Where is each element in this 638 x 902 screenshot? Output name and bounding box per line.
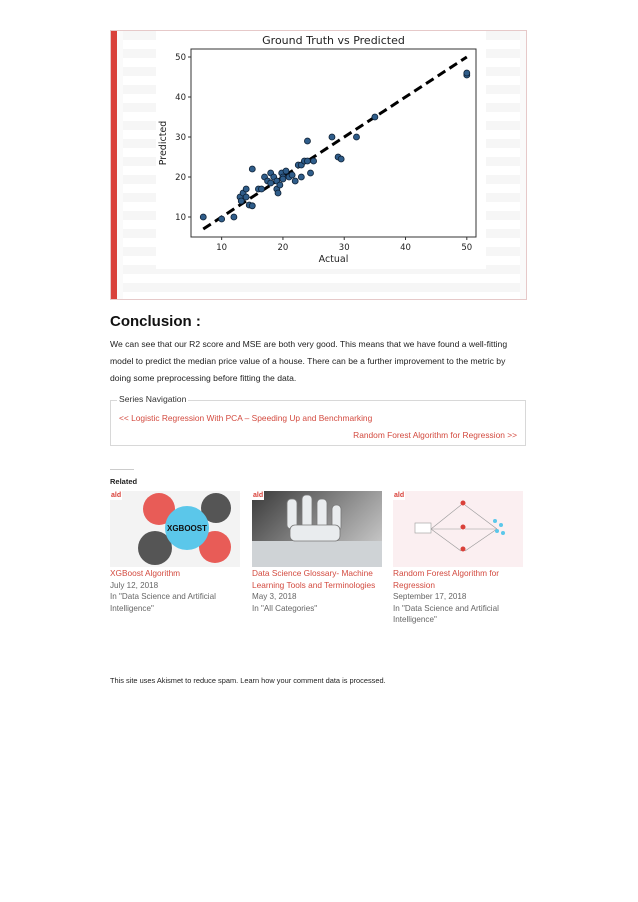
data-point <box>231 214 237 220</box>
x-tick-label: 20 <box>277 243 289 253</box>
related-date: May 3, 2018 <box>252 592 297 601</box>
related-card-glossary <box>252 491 384 614</box>
data-point <box>329 134 335 140</box>
series-navigation <box>110 394 526 446</box>
data-point <box>258 186 264 192</box>
related-category: In "All Categories" <box>252 603 318 613</box>
data-point <box>308 170 314 176</box>
x-axis-label: Actual <box>318 254 349 265</box>
data-point <box>304 138 310 144</box>
data-point <box>289 172 295 178</box>
data-point <box>311 158 317 164</box>
related-date: July 12, 2018 <box>110 580 159 590</box>
data-point <box>219 216 225 222</box>
related-date: September 17, 2018 <box>393 592 467 601</box>
y-tick-label: 30 <box>175 133 186 143</box>
related-card-random-forest <box>393 491 525 626</box>
data-point <box>304 158 310 164</box>
data-point <box>249 203 255 209</box>
data-point <box>464 70 470 76</box>
figure-block <box>110 30 527 300</box>
related-title-link[interactable]: Data Science Glossary- Machine Learning Tools and Terminologies <box>252 568 376 590</box>
data-point <box>200 214 206 220</box>
related-thumbnail[interactable] <box>393 491 523 567</box>
next-post-link[interactable]: Random Forest Algorithm for Regression >> <box>353 430 517 440</box>
data-point <box>275 190 281 196</box>
robot-hand-image <box>252 491 382 567</box>
ensemble-diagram-image <box>393 491 523 567</box>
related-thumbnail[interactable] <box>110 491 240 567</box>
figure-accent-bar <box>111 31 117 299</box>
akismet-privacy-link[interactable]: Learn how your comment data is processed. <box>240 676 386 685</box>
akismet-notice <box>110 676 386 685</box>
x-tick-label: 50 <box>461 243 473 253</box>
akismet-text: This site uses Akismet to reduce spam. <box>110 676 239 685</box>
chart-title: Ground Truth vs Predicted <box>262 34 405 47</box>
data-point <box>249 166 255 172</box>
conclusion-paragraph: We can see that our R2 score and MSE are both very good. This means that we have found a well-fitting model to predict the median price value of a house. There can be a further improvement to the metric by doing some preprocessing before fitting the data. <box>110 339 508 383</box>
xgboost-thumb-label: XGBOOST <box>166 524 208 533</box>
related-divider <box>110 469 134 470</box>
related-category: In "Data Science and Artificial Intelligence" <box>110 592 216 613</box>
data-point <box>283 168 289 174</box>
x-tick-label: 40 <box>400 243 411 253</box>
data-point <box>243 186 249 192</box>
related-title-link[interactable]: XGBoost Algorithm <box>110 568 181 578</box>
site-logo-badge: ald <box>111 492 122 499</box>
related-title-link[interactable]: Random Forest Algorithm for Regression <box>393 568 500 590</box>
data-point <box>268 180 274 186</box>
x-tick-label: 10 <box>216 243 228 253</box>
related-heading: Related <box>110 477 138 486</box>
y-tick-label: 50 <box>175 53 186 63</box>
data-point <box>372 114 378 120</box>
y-tick-label: 40 <box>175 93 186 103</box>
data-point <box>353 134 359 140</box>
site-logo-badge: ald <box>394 492 405 499</box>
series-navigation-legend: Series Navigation <box>119 394 187 404</box>
data-point <box>338 156 344 162</box>
y-axis-label: Predicted <box>158 120 169 166</box>
related-card-xgboost <box>110 491 242 614</box>
scatter-chart <box>156 31 486 299</box>
site-logo-badge: ald <box>253 492 264 499</box>
data-point <box>243 194 249 200</box>
conclusion-heading: Conclusion : <box>110 313 201 330</box>
related-thumbnail[interactable] <box>252 491 382 567</box>
y-tick-label: 10 <box>175 213 186 223</box>
data-point <box>292 178 298 184</box>
related-category: In "Data Science and Artificial Intelligence" <box>393 603 499 624</box>
xgboost-diagram-image <box>110 491 240 567</box>
data-point <box>298 174 304 180</box>
data-point <box>277 182 283 188</box>
previous-post-link[interactable]: << Logistic Regression With PCA – Speeding Up and Benchmarking <box>119 413 373 423</box>
data-point <box>280 176 286 182</box>
y-tick-label: 20 <box>175 173 186 183</box>
x-tick-label: 30 <box>338 243 350 253</box>
